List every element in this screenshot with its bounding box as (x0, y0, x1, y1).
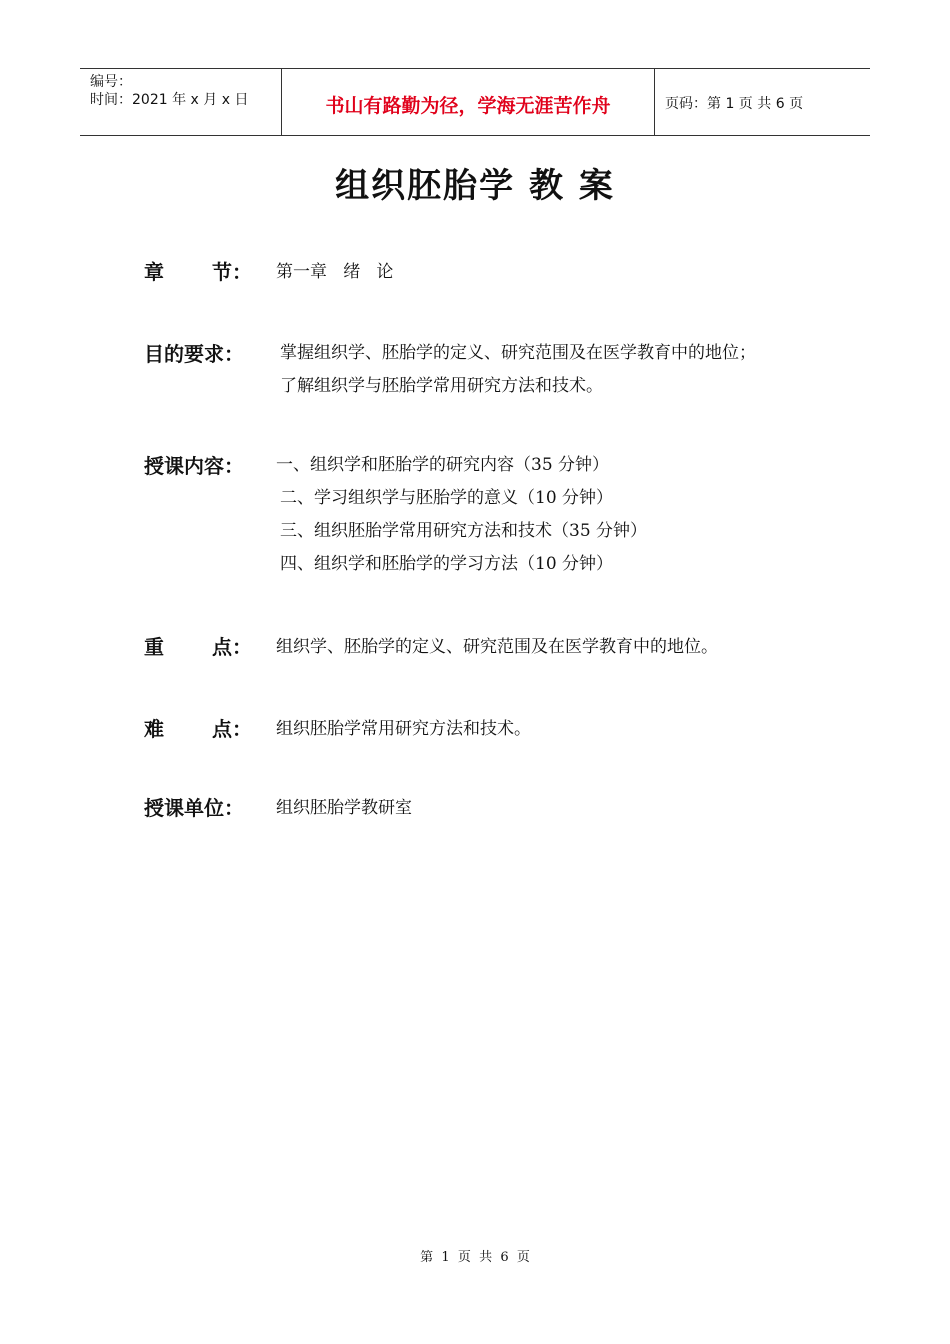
content-item-1: 一、组织学和胚胎学的研究内容（35 分钟） (276, 455, 610, 475)
unit-value: 组织胚胎学教研室 (276, 798, 412, 818)
page-footer: 第 1 页 共 6 页 (420, 1250, 530, 1265)
content-label: 授课内容： (144, 454, 244, 478)
document-header (80, 68, 870, 136)
document-number-label: 编号： (90, 74, 132, 90)
difficulties-label (144, 716, 252, 742)
key-points-row (144, 634, 718, 660)
unit-label: 授课单位： (144, 796, 244, 820)
header-meta-cell (80, 69, 282, 135)
header-motto-cell (282, 69, 655, 135)
chapter-value: 第一章 绪 论 (276, 262, 394, 282)
objectives-content (280, 337, 756, 403)
key-points-label-a: 重 (144, 635, 164, 659)
chapter-label-b: 节： (212, 260, 252, 284)
key-points-label-b: 点： (212, 635, 252, 659)
page-title: 组织胚胎学 教 案 (335, 166, 615, 206)
key-points-value: 组织学、胚胎学的定义、研究范围及在医学教育中的地位。 (276, 637, 718, 657)
header-motto: 书山有路勤为径，学海无涯苦作舟 (325, 94, 611, 117)
difficulties-label-a: 难 (144, 717, 164, 741)
header-page-cell (655, 69, 870, 135)
objectives-line-1: 掌握组织学、胚胎学的定义、研究范围及在医学教育中的地位； (280, 343, 756, 363)
objectives-line-2: 了解组织学与胚胎学常用研究方法和技术。 (280, 376, 603, 396)
content-item-4: 四、组织学和胚胎学的学习方法（10 分钟） (280, 554, 614, 574)
header-page-info: 页码：第 1 页 共 6 页 (665, 96, 804, 112)
objectives-label: 目的要求： (144, 342, 244, 366)
difficulties-label-b: 点： (212, 717, 252, 741)
content-list (276, 449, 647, 581)
objectives-row (144, 341, 756, 403)
difficulties-value: 组织胚胎学常用研究方法和技术。 (276, 719, 531, 739)
document-date: 时间：2021 年 x 月 x 日 (90, 92, 249, 108)
key-points-label (144, 634, 252, 660)
content-item-2: 二、学习组织学与胚胎学的意义（10 分钟） (280, 488, 614, 508)
content-row (144, 453, 647, 581)
difficulties-row (144, 716, 531, 742)
chapter-row (144, 259, 393, 285)
chapter-label-a: 章 (144, 260, 164, 284)
chapter-label (144, 259, 252, 285)
unit-row (144, 795, 412, 821)
content-item-3: 三、组织胚胎学常用研究方法和技术（35 分钟） (280, 521, 648, 541)
